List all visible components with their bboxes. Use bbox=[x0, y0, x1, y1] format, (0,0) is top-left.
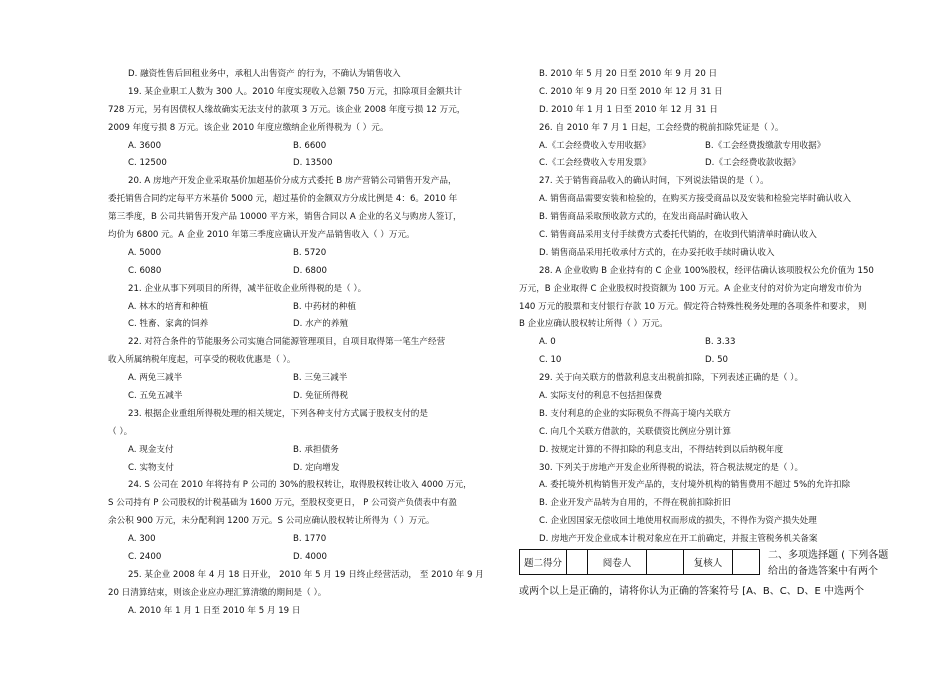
reviewer-label: 复核人 bbox=[684, 550, 733, 574]
option-b: D. 50 bbox=[705, 355, 729, 366]
option-row bbox=[519, 138, 901, 156]
choice-text: C. 向几个关联方借款的，关联债资比例应分别计算 bbox=[539, 426, 731, 437]
choice-text: A. 2010 年 1 月 1 日至 2010 年 5 月 19 日 bbox=[128, 605, 301, 616]
choice-text: D. 按规定计算的不得扣除的利息支出，不得结转到以后纳税年度 bbox=[539, 444, 784, 455]
option-row bbox=[108, 531, 486, 549]
choice-text: A. 实际支付的利息不包括担保费 bbox=[539, 391, 662, 402]
text-line: B 企业应确认股权转让所得（ ）万元。 bbox=[519, 319, 668, 330]
option-a: A. 3600 bbox=[128, 140, 162, 151]
option-a: C. 牲畜、家禽的饲养 bbox=[128, 319, 209, 330]
option-a: C. 6080 bbox=[128, 265, 162, 276]
option-b: B. 5720 bbox=[293, 247, 327, 258]
text-line: 728 万元，另有因债权人缘故确实无法支付的款项 3 万元。该企业 2008 年度亏损 12 万元， bbox=[108, 104, 466, 115]
option-row bbox=[108, 316, 486, 334]
section-heading: 二、多项选择题 ( 下列各题给出的备选答案中有两个 bbox=[768, 550, 889, 577]
question-text: 22. 对符合条件的节能服务公司实施合同能源管理项目，自项目取得第一笔生产经营 bbox=[128, 337, 446, 348]
option-a: C. 12500 bbox=[128, 158, 167, 169]
text-line: 余公积 900 万元，未分配利润 1200 万元。S 公司应确认股权转让所得为（ ）万元。 bbox=[108, 516, 435, 527]
section-instructions: 或两个以上是正确的，请将你认为正确的答案符号 [A、B、C、D、E 中选两个 bbox=[519, 586, 864, 597]
option-row bbox=[519, 155, 901, 173]
option-b: D. 6800 bbox=[293, 265, 327, 276]
choice-text: A. 销售商品需要安装和检验的，在购买方接受商品以及安装和检验完毕时确认收入 bbox=[539, 194, 851, 205]
option-a: A. 两免三减半 bbox=[128, 373, 183, 384]
left-column bbox=[108, 66, 486, 621]
grader-label: 阅卷人 bbox=[588, 550, 647, 574]
option-b: B. 6600 bbox=[293, 140, 327, 151]
option-row bbox=[519, 352, 901, 370]
text-line: 2009 年度亏损 8 万元。该企业 2010 年度应缴纳企业所得税为（ ）元。 bbox=[108, 122, 389, 133]
text-line: 委托销售合同约定每平方米基价 5000 元，超过基价的金额双方分成比例是 4：6。2010 年 bbox=[108, 194, 458, 205]
choice-text: D. 房地产开发企业成本计税对象应在开工前确定，并报主管税务机关备案 bbox=[539, 534, 818, 545]
text-line: 第三季度，B 公司共销售开发产品 10000 平方米，销售合同以 A 企业的名义与购房人签订， bbox=[108, 212, 462, 223]
question-text: 28. A 企业收购 B 企业持有的 C 企业 100%股权，经评估确认该项股权公允价值为 150 bbox=[539, 265, 874, 276]
choice-text: C. 企业因国家无偿收回土地使用权而形成的损失，不得作为资产损失处理 bbox=[539, 516, 817, 527]
grader-blank bbox=[647, 550, 684, 574]
text-line: 收入所属纳税年度起，可享受的税收优惠是（ ）。 bbox=[108, 355, 296, 366]
choice-text: D. 融资性售后回租业务中，承租人出售资产 的行为，不确认为销售收入 bbox=[128, 69, 401, 79]
option-row bbox=[108, 155, 486, 173]
option-row bbox=[108, 442, 486, 460]
choice-text: B. 2010 年 5 月 20 日至 2010 年 9 月 20 日 bbox=[539, 69, 718, 79]
option-b: B. 三免三减半 bbox=[293, 373, 348, 384]
option-b: B. 承担债务 bbox=[293, 444, 339, 455]
option-row bbox=[108, 370, 486, 388]
choice-text: D. 2010 年 1 月 1 日至 2010 年 12 月 31 日 bbox=[539, 104, 718, 115]
question-text: 27. 关于销售商品收入的确认时间，下列说法错误的是（ ）。 bbox=[539, 176, 769, 187]
question-text: 29. 关于向关联方的借款利息支出税前扣除，下列表述正确的是（ ）。 bbox=[539, 373, 804, 384]
option-b: D. 定向增发 bbox=[293, 462, 340, 473]
score-blank bbox=[567, 550, 588, 574]
score-box bbox=[519, 549, 760, 575]
option-row bbox=[519, 334, 901, 352]
choice-text: B. 企业开发产品转为自用的，不得在税前扣除折旧 bbox=[539, 498, 731, 509]
choice-text: C. 2010 年 9 月 20 日至 2010 年 12 月 31 日 bbox=[539, 86, 723, 97]
question-text: 25. 某企业 2008 年 4 月 18 日开业， 2010 年 5 月 19 日终止经营活动， 至 2010 年 9 月 bbox=[128, 569, 484, 580]
question-text: 19. 某企业职工人数为 300 人。2010 年度实现收入总额 750 万元，扣除项目金额共计 bbox=[128, 86, 462, 97]
text-line: 万元，B 企业取得 C 企业股权时投资额为 100 万元。A 企业支付的对价为定向增发市价为 bbox=[519, 283, 862, 294]
option-row bbox=[108, 263, 486, 281]
option-b: D. 13500 bbox=[293, 158, 333, 169]
option-row bbox=[108, 245, 486, 263]
choice-text: D. 销售商品采用托收承付方式的，在办妥托收手续时确认收入 bbox=[539, 247, 775, 258]
question-text: 24. S 公司在 2010 年将持有 P 公司的 30%的股权转让，取得股权转让收入 4000 万元， bbox=[128, 480, 472, 491]
option-b: D. 4000 bbox=[293, 552, 327, 563]
choice-text: B. 支付利息的企业的实际税负不得高于境内关联方 bbox=[539, 408, 731, 419]
question-text: 26. 自 2010 年 7 月 1 日起，工会经费的税前扣除凭证是（ ）。 bbox=[539, 122, 784, 133]
option-b: D.《工会经费收款收据》 bbox=[705, 158, 801, 169]
option-row bbox=[108, 460, 486, 478]
text-line: 20 日清算结束，则该企业应办理汇算清缴的期间是（ ）。 bbox=[108, 587, 327, 598]
option-a: A. 现金支付 bbox=[128, 444, 174, 455]
question-text: 20. A 房地产开发企业采取基价加超基价分成方式委托 B 房产营销公司销售开发产品， bbox=[128, 176, 457, 187]
option-b: B. 1770 bbox=[293, 534, 327, 545]
option-a: C.《工会经费收入专用发票》 bbox=[539, 158, 651, 169]
reviewer-blank bbox=[733, 550, 759, 574]
option-row bbox=[108, 388, 486, 406]
option-b: B. 中药材的种植 bbox=[293, 301, 356, 312]
option-a: C. 2400 bbox=[128, 552, 162, 563]
right-column bbox=[519, 66, 901, 549]
option-a: C. 五免五减半 bbox=[128, 391, 183, 402]
option-b: D. 免征所得税 bbox=[293, 391, 349, 402]
text-line: （ ）。 bbox=[108, 426, 133, 437]
question-text: 21. 企业从事下列项目的所得，减半征收企业所得税的是（ ）。 bbox=[128, 283, 367, 294]
option-row bbox=[108, 299, 486, 317]
score-label: 题二得分 bbox=[520, 550, 567, 574]
option-b: D. 水产的养殖 bbox=[293, 319, 349, 330]
choice-text: A. 委托境外机构销售开发产品的，支付境外机构的销售费用不超过 5%的允许扣除 bbox=[539, 480, 851, 491]
text-line: 140 万元的股票和支付银行存款 10 万元。假定符合特殊性税务处理的各项条件和要求， 则 bbox=[519, 301, 867, 312]
option-b: B. 3.33 bbox=[705, 337, 736, 348]
text-line: 均价为 6800 元。A 企业 2010 年第三季度应确认开发产品销售收入（ ）万元。 bbox=[108, 230, 415, 241]
option-b: B.《工会经费拨缴款专用收据》 bbox=[705, 140, 826, 151]
option-a: A. 300 bbox=[128, 534, 156, 545]
question-text: 30. 下列关于房地产开发企业所得税的说法，符合税法规定的是（ ）。 bbox=[539, 462, 804, 473]
option-row bbox=[108, 138, 486, 156]
option-a: C. 实物支付 bbox=[128, 462, 174, 473]
choice-text: C. 销售商品采用支付手续费方式委托代销的，在收到代销清单时确认收入 bbox=[539, 230, 817, 241]
choice-text: B. 销售商品采取预收款方式的，在发出商品时确认收入 bbox=[539, 212, 749, 223]
question-text: 23. 根据企业重组所得税处理的相关规定，下列各种支付方式属于股权支付的是 bbox=[128, 408, 428, 419]
option-a: A. 林木的培育和种植 bbox=[128, 301, 208, 312]
option-a: A.《工会经费收入专用收据》 bbox=[539, 140, 651, 151]
option-a: A. 0 bbox=[539, 337, 556, 348]
option-row bbox=[108, 549, 486, 567]
option-a: C. 10 bbox=[539, 355, 562, 366]
option-a: A. 5000 bbox=[128, 247, 162, 258]
text-line: S 公司持有 P 公司股权的计税基础为 1600 万元，至股权变更日， P 公司资产负债表中有盈 bbox=[108, 498, 458, 509]
